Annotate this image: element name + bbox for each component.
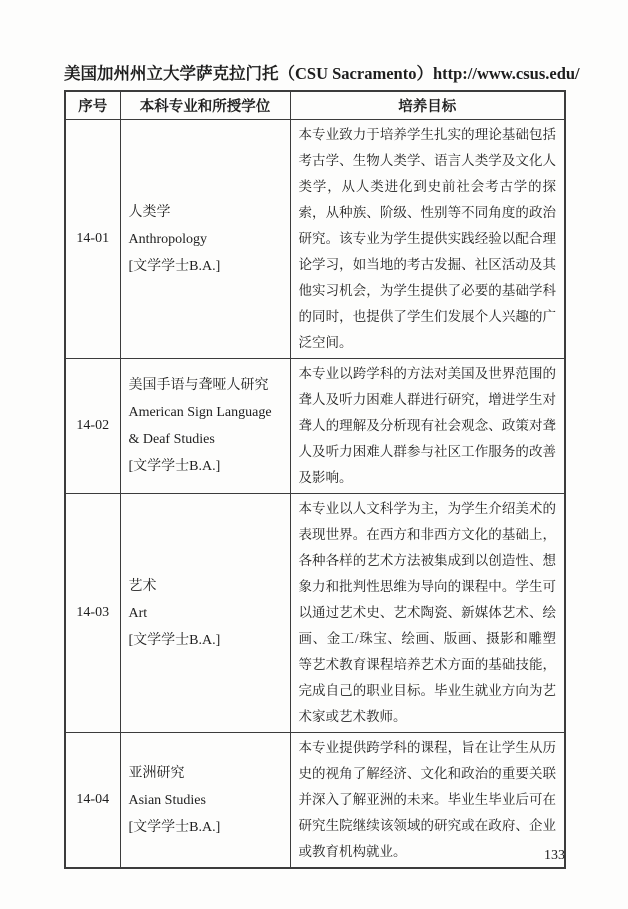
major-cell bbox=[120, 359, 290, 494]
header-serial-number: 序号 bbox=[65, 91, 120, 120]
table-header-row bbox=[65, 91, 565, 120]
table-row bbox=[65, 494, 565, 733]
table-row bbox=[65, 359, 565, 494]
serial-number: 14-01 bbox=[65, 120, 120, 359]
serial-number: 14-04 bbox=[65, 733, 120, 869]
training-objective: 本专业以人文科学为主，为学生介绍美术的表现世界。在西方和非西方文化的基础上，各种各样的艺术方法被集成到以创造性、想象力和批判性思维为导向的课程中。学生可以通过艺术史、艺术陶瓷、新媒体艺术、绘画、金工/珠宝、绘画、版画、摄影和雕塑等艺术教育课程培养艺术方面的基础技能，完成自己的职业目标。毕业生就业方向为艺术家或艺术教师。 bbox=[290, 494, 565, 733]
training-objective: 本专业以跨学科的方法对美国及世界范围的聋人及听力困难人群进行研究，增进学生对聋人的理解及分析现有社会观念、政策对聋人及听力困难人群参与社区工作服务的改善及影响。 bbox=[290, 359, 565, 494]
header-training-objective: 培养目标 bbox=[290, 91, 565, 120]
majors-table bbox=[64, 90, 566, 869]
major-name-en: Asian Studies bbox=[128, 792, 206, 808]
serial-number: 14-02 bbox=[65, 359, 120, 494]
major-name-zh: 美国手语与聋哑人研究 bbox=[128, 378, 269, 393]
serial-number: 14-03 bbox=[65, 494, 120, 733]
major-name-en: Anthropology bbox=[128, 231, 208, 247]
major-name-zh: 亚洲研究 bbox=[128, 765, 185, 781]
major-name-en: American Sign Language & Deaf Studies bbox=[128, 405, 272, 447]
training-objective: 本专业提供跨学科的课程，旨在让学生从历史的视角了解经济、文化和政治的重要关联并深入了解亚洲的未来。毕业生毕业后可在研究生院继续该领域的研究或在政府、企业或教育机构就业。 bbox=[290, 733, 565, 869]
major-cell bbox=[120, 494, 290, 733]
table-row bbox=[65, 733, 565, 869]
header-major-and-degree: 本科专业和所授学位 bbox=[120, 91, 290, 120]
major-name-zh: 艺术 bbox=[128, 578, 157, 594]
degree-label: [文学学士B.A.] bbox=[128, 819, 221, 835]
table-row bbox=[65, 120, 565, 359]
major-name-zh: 人类学 bbox=[128, 204, 171, 220]
major-name-en: Art bbox=[128, 605, 148, 621]
degree-label: [文学学士B.A.] bbox=[128, 459, 221, 474]
major-cell bbox=[120, 733, 290, 869]
page-title: 美国加州州立大学萨克拉门托（CSU Sacramento）http://www.csus.edu/ bbox=[64, 64, 580, 83]
major-cell bbox=[120, 120, 290, 359]
training-objective: 本专业致力于培养学生扎实的理论基础包括考古学、生物人类学、语言人类学及文化人类学，从人类进化到史前社会考古学的探索，从种族、阶级、性别等不同角度的政治研究。该专业为学生提供实践经验以配合理论学习，如当地的考古发掘、社区活动及其他实习机会，为学生提供了必要的基础学科的同时，也提供了学生们发展个人兴趣的广泛空间。 bbox=[290, 120, 565, 359]
degree-label: [文学学士B.A.] bbox=[128, 258, 221, 274]
degree-label: [文学学士B.A.] bbox=[128, 632, 221, 648]
page-number: 133 bbox=[544, 848, 565, 863]
